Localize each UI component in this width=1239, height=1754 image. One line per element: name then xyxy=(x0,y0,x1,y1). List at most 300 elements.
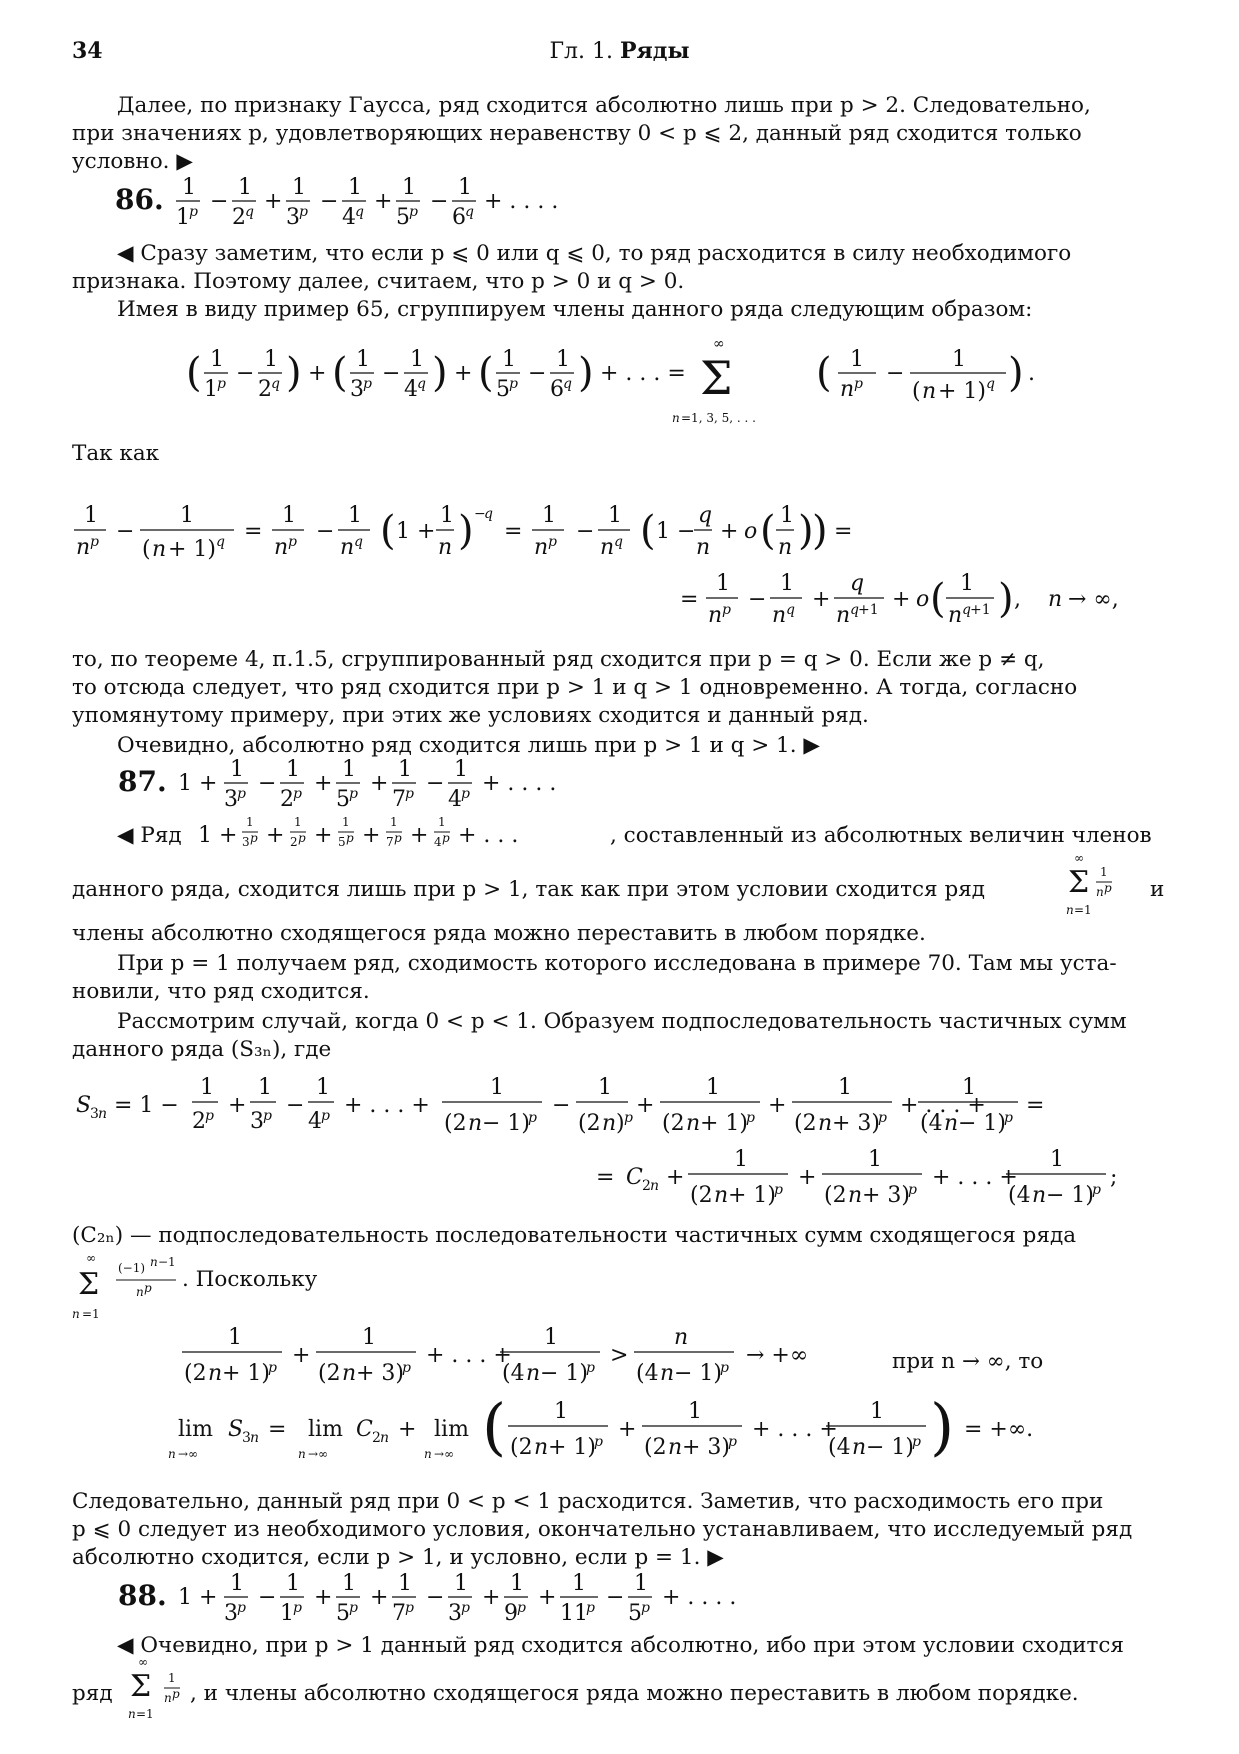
svg-text:4: 4 xyxy=(308,1109,322,1134)
svg-text:p: p xyxy=(172,1687,180,1701)
svg-text:1: 1 xyxy=(204,377,218,402)
svg-text:p: p xyxy=(774,1182,783,1198)
svg-text:(2: (2 xyxy=(794,1111,817,1136)
svg-text:(2: (2 xyxy=(510,1435,533,1460)
svg-text:n: n xyxy=(1048,587,1063,612)
svg-text:1 +: 1 + xyxy=(198,823,238,848)
svg-text:q: q xyxy=(563,376,572,392)
svg-text:>: > xyxy=(610,1343,629,1368)
svg-text:): ) xyxy=(1008,350,1024,396)
svg-text:n: n xyxy=(1066,903,1074,917)
svg-text:1: 1 xyxy=(342,757,356,782)
svg-text:+ 1): + 1) xyxy=(700,1111,749,1136)
svg-text:S: S xyxy=(76,1093,92,1118)
text-line: Далее, по признаку Гаусса, ряд сходится абсолютно лишь при p > 2. Следовательно, xyxy=(117,93,1091,118)
svg-text:1: 1 xyxy=(510,1571,524,1596)
svg-text:1: 1 xyxy=(210,347,224,372)
svg-text:−: − xyxy=(576,519,595,544)
svg-text:(: ( xyxy=(186,350,202,396)
svg-text:1: 1 xyxy=(362,1325,376,1350)
svg-text:1: 1 xyxy=(390,815,398,829)
svg-text:+: + xyxy=(410,823,429,848)
svg-text:+: + xyxy=(636,1093,655,1118)
svg-text:+: + xyxy=(314,771,333,796)
svg-text:2: 2 xyxy=(258,377,272,402)
formula-ex86-expansion-2 xyxy=(680,568,1180,638)
svg-text:1: 1 xyxy=(238,175,252,200)
svg-text:1: 1 xyxy=(176,205,190,230)
svg-text:n: n xyxy=(708,603,723,628)
svg-text:1: 1 xyxy=(706,1075,720,1100)
svg-text:Σ: Σ xyxy=(700,351,733,405)
svg-text:n: n xyxy=(380,1430,390,1446)
svg-text:+: + xyxy=(374,189,393,214)
svg-text:−: − xyxy=(210,189,229,214)
svg-text:q: q xyxy=(216,534,225,550)
svg-text:− 1): − 1) xyxy=(866,1435,915,1460)
svg-text:2: 2 xyxy=(642,1178,651,1194)
svg-text:→∞: →∞ xyxy=(308,1447,329,1461)
svg-text:1: 1 xyxy=(348,503,362,528)
svg-text:n: n xyxy=(164,1691,172,1705)
svg-text:(2: (2 xyxy=(578,1111,601,1136)
formula-sum-1-over-np xyxy=(1066,848,1126,928)
svg-text:−: − xyxy=(316,519,335,544)
svg-text:+: + xyxy=(308,361,327,386)
svg-text:(4: (4 xyxy=(502,1361,525,1386)
svg-text:(: ( xyxy=(760,508,776,554)
svg-text:1: 1 xyxy=(780,571,794,596)
svg-text:1: 1 xyxy=(398,757,412,782)
svg-text:n: n xyxy=(136,1285,144,1299)
svg-text:n: n xyxy=(672,411,680,425)
text-line: , и члены абсолютно сходящегося ряда можно переставить в любом порядке. xyxy=(190,1681,1079,1706)
svg-text:11: 11 xyxy=(560,1601,588,1626)
svg-text:+1: +1 xyxy=(970,602,991,618)
svg-text:n: n xyxy=(848,1183,863,1208)
svg-text:p: p xyxy=(205,1108,214,1124)
svg-text:1: 1 xyxy=(280,1601,294,1626)
svg-text:1: 1 xyxy=(634,1571,648,1596)
svg-text:p: p xyxy=(854,376,863,392)
text-line: ◀ Очевидно, при p > 1 данный ряд сходится абсолютно, ибо при этом условии сходится xyxy=(117,1633,1124,1658)
svg-text:p: p xyxy=(288,534,297,550)
svg-text:p: p xyxy=(641,1600,650,1616)
svg-text:n: n xyxy=(1096,885,1104,899)
svg-text:1: 1 xyxy=(200,1075,214,1100)
svg-text:p: p xyxy=(363,376,372,392)
svg-text:3: 3 xyxy=(448,1601,462,1626)
text-line: ◀ Сразу заметим, что если p ⩽ 0 или q ⩽ 0, то ряд расходится в силу необходимого xyxy=(117,241,1072,266)
svg-text:1: 1 xyxy=(454,1571,468,1596)
formula-ex87-abs-series xyxy=(196,812,616,862)
svg-text:(4: (4 xyxy=(828,1435,851,1460)
svg-text:→∞: →∞ xyxy=(178,1447,199,1461)
svg-text:4: 4 xyxy=(342,205,356,230)
svg-text:p: p xyxy=(586,1360,595,1376)
svg-text:−: − xyxy=(426,771,445,796)
svg-text:+ . . . .: + . . . . xyxy=(482,771,557,796)
svg-text:n: n xyxy=(696,535,711,560)
svg-text:−: − xyxy=(430,189,449,214)
svg-text:5: 5 xyxy=(628,1601,642,1626)
svg-text:q: q xyxy=(962,602,971,618)
svg-text:7: 7 xyxy=(392,1601,406,1626)
svg-text:1: 1 xyxy=(868,1147,882,1172)
page-number: 34 xyxy=(72,38,103,64)
svg-text:.: . xyxy=(1028,361,1035,386)
svg-text:3: 3 xyxy=(90,1106,99,1122)
svg-text:p: p xyxy=(293,786,302,802)
svg-text:1: 1 xyxy=(716,571,730,596)
svg-text:→∞: →∞ xyxy=(434,1447,455,1461)
svg-text:): ) xyxy=(578,350,594,396)
svg-text:n: n xyxy=(72,1307,80,1321)
svg-text:n: n xyxy=(340,535,355,560)
svg-text:− 1): − 1) xyxy=(674,1361,723,1386)
svg-text:5: 5 xyxy=(336,1601,350,1626)
svg-text:p: p xyxy=(528,1110,537,1126)
svg-text:;: ; xyxy=(1110,1165,1118,1190)
svg-text:+ 1): + 1) xyxy=(168,537,217,562)
svg-text:p: p xyxy=(263,1108,272,1124)
text-line: данного ряда, сходится лишь при p > 1, так как при этом условии сходится ряд xyxy=(72,877,986,902)
svg-text:=: = xyxy=(680,587,699,612)
svg-text:+ . . . .: + . . . . xyxy=(484,189,559,214)
svg-text:=1: =1 xyxy=(1074,903,1092,917)
svg-text:n: n xyxy=(342,1361,357,1386)
svg-text:p: p xyxy=(298,831,306,845)
svg-text:7: 7 xyxy=(392,787,406,812)
svg-text:∞: ∞ xyxy=(86,1251,96,1265)
svg-text:+ . . . +: + . . . + xyxy=(426,1343,512,1368)
svg-text:= +∞.: = +∞. xyxy=(964,1417,1034,1442)
svg-text:p: p xyxy=(394,831,402,845)
text-line: Рассмотрим случай, когда 0 < p < 1. Образуем подпоследовательность частичных сумм xyxy=(117,1009,1127,1034)
svg-text:(2: (2 xyxy=(644,1435,667,1460)
svg-text:n: n xyxy=(534,535,549,560)
svg-text:+ 3): + 3) xyxy=(682,1435,731,1460)
svg-text:1: 1 xyxy=(180,503,194,528)
svg-text:lim: lim xyxy=(308,1417,343,1442)
svg-text:p: p xyxy=(90,534,99,550)
svg-text:p: p xyxy=(268,1360,277,1376)
svg-text:1: 1 xyxy=(168,1671,176,1685)
svg-text:): ) xyxy=(458,508,474,554)
svg-text:n: n xyxy=(98,1106,108,1122)
svg-text:n: n xyxy=(772,603,787,628)
svg-text:2: 2 xyxy=(280,787,294,812)
svg-text:=: = xyxy=(504,519,523,544)
svg-text:=: = xyxy=(268,1417,287,1442)
svg-text:C: C xyxy=(626,1165,643,1190)
svg-text:−: − xyxy=(116,519,135,544)
svg-text:): ) xyxy=(930,1390,955,1463)
svg-text:q: q xyxy=(417,376,426,392)
svg-text:1: 1 xyxy=(962,1075,976,1100)
svg-text:q: q xyxy=(271,376,280,392)
svg-text:(: ( xyxy=(640,508,656,554)
svg-text:n: n xyxy=(438,535,453,560)
svg-text:∞: ∞ xyxy=(713,336,725,352)
svg-text:+: + xyxy=(618,1417,637,1442)
svg-text:p: p xyxy=(442,831,450,845)
svg-text:+: + xyxy=(370,771,389,796)
svg-text:1 +: 1 + xyxy=(396,519,436,544)
svg-text:): ) xyxy=(998,576,1014,622)
svg-text:+: + xyxy=(314,1585,333,1610)
svg-text:5: 5 xyxy=(336,787,350,812)
svg-text:(4: (4 xyxy=(920,1111,943,1136)
svg-text:+: + xyxy=(228,1093,247,1118)
text-line: упомянутому примеру, при этих же условиях сходится и данный ряд. xyxy=(72,703,869,728)
svg-text:Σ: Σ xyxy=(78,1267,100,1302)
svg-text:(: ( xyxy=(482,1390,507,1463)
svg-text:9: 9 xyxy=(504,1601,518,1626)
svg-text:(: ( xyxy=(930,576,946,622)
svg-text:1: 1 xyxy=(264,347,278,372)
svg-text:−: − xyxy=(382,361,401,386)
text-line: при значениях p, удовлетворяющих неравенству 0 < p ⩽ 2, данный ряд сходится только xyxy=(72,121,1082,146)
svg-text:n: n xyxy=(1032,1183,1047,1208)
svg-text:n: n xyxy=(818,1111,833,1136)
svg-text:1: 1 xyxy=(572,1571,586,1596)
formula-ex87-S3n-1 xyxy=(72,1072,1172,1144)
svg-text:q: q xyxy=(850,571,865,596)
svg-text:−: − xyxy=(258,771,277,796)
svg-text:1: 1 xyxy=(230,1571,244,1596)
svg-text:5: 5 xyxy=(338,835,346,849)
svg-text:p: p xyxy=(321,1108,330,1124)
text-line: . Поскольку xyxy=(182,1267,318,1292)
text-line: При p = 1 получаем ряд, сходимость которого исследована в примере 70. Там мы уста- xyxy=(117,951,1117,976)
svg-text:1: 1 xyxy=(952,347,966,372)
svg-text:1: 1 xyxy=(286,1571,300,1596)
svg-text:o: o xyxy=(744,519,758,544)
formula-ex86-grouped xyxy=(186,336,1066,440)
svg-text:q: q xyxy=(245,204,254,220)
svg-text:1: 1 xyxy=(1050,1147,1064,1172)
svg-text:1: 1 xyxy=(502,347,516,372)
svg-text:+: + xyxy=(666,1165,685,1190)
svg-text:o: o xyxy=(916,587,930,612)
svg-text:−: − xyxy=(320,189,339,214)
svg-text:(2: (2 xyxy=(662,1111,685,1136)
svg-text:+1: +1 xyxy=(858,602,879,618)
svg-text:−: − xyxy=(886,361,905,386)
svg-text:(2: (2 xyxy=(184,1361,207,1386)
svg-text:(: ( xyxy=(332,350,348,396)
svg-text:p: p xyxy=(405,1600,414,1616)
svg-text:+: + xyxy=(266,823,285,848)
svg-text:q: q xyxy=(484,506,493,522)
svg-text:+: + xyxy=(798,1165,817,1190)
svg-text:5: 5 xyxy=(496,377,510,402)
text-line: члены абсолютно сходящегося ряда можно переставить в любом порядке. xyxy=(72,921,926,946)
svg-text:(−1): (−1) xyxy=(118,1261,146,1275)
svg-text:p: p xyxy=(1104,881,1112,895)
svg-text:→ ∞,: → ∞, xyxy=(1068,587,1119,612)
svg-text:3: 3 xyxy=(224,1601,238,1626)
text-line: Очевидно, абсолютно ряд сходится лишь при p > 1 и q > 1. ▶ xyxy=(117,733,820,758)
svg-text:q: q xyxy=(986,376,995,392)
svg-text:2: 2 xyxy=(192,1109,206,1134)
svg-text:n: n xyxy=(840,377,855,402)
svg-text:+: + xyxy=(292,1343,311,1368)
svg-text:1: 1 xyxy=(838,1075,852,1100)
svg-text:+: + xyxy=(264,189,283,214)
formula-ex87-ineq xyxy=(180,1322,900,1394)
chapter-label: Гл. 1. xyxy=(549,39,613,64)
formula-ex87-lim xyxy=(168,1390,1088,1482)
svg-text:= 1 −: = 1 − xyxy=(114,1093,179,1118)
svg-text:n: n xyxy=(274,535,289,560)
svg-text:−: − xyxy=(748,587,767,612)
svg-text:1: 1 xyxy=(490,1075,504,1100)
svg-text:3: 3 xyxy=(224,787,238,812)
svg-text:q: q xyxy=(786,602,795,618)
svg-text:n: n xyxy=(674,1325,689,1350)
svg-text:p: p xyxy=(189,204,198,220)
svg-text:(2: (2 xyxy=(444,1111,467,1136)
svg-text:+ 3): + 3) xyxy=(356,1361,405,1386)
svg-text:1: 1 xyxy=(454,757,468,782)
svg-text:−: − xyxy=(258,1585,277,1610)
svg-text:1: 1 xyxy=(356,347,370,372)
svg-text:n: n xyxy=(424,1447,432,1461)
text-line: p ⩽ 0 следует из необходимого условия, окончательно устанавливаем, что исследуемый ряд xyxy=(72,1517,1133,1542)
svg-text:p: p xyxy=(912,1434,921,1450)
svg-text:3: 3 xyxy=(242,835,250,849)
svg-text:=1: =1 xyxy=(82,1307,100,1321)
svg-text:n: n xyxy=(298,1447,306,1461)
svg-text:): ) xyxy=(432,350,448,396)
svg-text:+: + xyxy=(370,1585,389,1610)
svg-text:−: − xyxy=(426,1585,445,1610)
text-line: ◀ Ряд xyxy=(117,823,182,848)
svg-text:1: 1 xyxy=(348,175,362,200)
svg-text:p: p xyxy=(746,1110,755,1126)
svg-text:n: n xyxy=(208,1361,223,1386)
svg-text:+ 3): + 3) xyxy=(832,1111,881,1136)
svg-text:n: n xyxy=(778,535,793,560)
svg-text:p: p xyxy=(517,1600,526,1616)
svg-text:1: 1 xyxy=(342,1571,356,1596)
svg-text:(2: (2 xyxy=(318,1361,341,1386)
svg-text:p: p xyxy=(405,786,414,802)
running-head xyxy=(0,38,1239,64)
svg-text:1: 1 xyxy=(84,503,98,528)
svg-text:p: p xyxy=(720,1360,729,1376)
formula-ex86-expansion-1 xyxy=(72,500,972,570)
svg-text:n: n xyxy=(852,1435,867,1460)
svg-text:p: p xyxy=(409,204,418,220)
svg-text:p: p xyxy=(461,786,470,802)
svg-text:2: 2 xyxy=(290,835,298,849)
svg-text:−: − xyxy=(236,361,255,386)
formula-ex87-S3n-2 xyxy=(596,1144,1196,1216)
svg-text:p: p xyxy=(586,1600,595,1616)
svg-text:−: − xyxy=(286,1093,305,1118)
svg-text:+: + xyxy=(362,823,381,848)
svg-text:1 +: 1 + xyxy=(178,771,218,796)
svg-text:p: p xyxy=(548,534,557,550)
svg-text:p: p xyxy=(293,1600,302,1616)
svg-text:): ) xyxy=(812,508,828,554)
svg-text:Σ: Σ xyxy=(130,1669,152,1704)
svg-text:1: 1 xyxy=(438,815,446,829)
text-line: ряд xyxy=(72,1681,113,1706)
svg-text:1: 1 xyxy=(780,503,794,528)
svg-text:1: 1 xyxy=(410,347,424,372)
svg-text:4: 4 xyxy=(434,835,442,849)
formula-ex88-series xyxy=(174,1570,794,1634)
svg-text:p: p xyxy=(237,786,246,802)
svg-text:7: 7 xyxy=(386,835,394,849)
svg-text:+: + xyxy=(768,1093,787,1118)
svg-text:): ) xyxy=(286,350,302,396)
svg-text:p: p xyxy=(624,1110,633,1126)
svg-text:+ 3): + 3) xyxy=(862,1183,911,1208)
svg-text:2: 2 xyxy=(372,1430,381,1446)
svg-text:n: n xyxy=(128,1707,136,1721)
svg-text:p: p xyxy=(250,831,258,845)
svg-text:1 +: 1 + xyxy=(178,1585,218,1610)
svg-text:n: n xyxy=(944,1111,959,1136)
svg-text:(: ( xyxy=(912,379,921,404)
svg-text:n: n xyxy=(526,1361,541,1386)
svg-text:n: n xyxy=(650,1178,660,1194)
text-line: новили, что ряд сходится. xyxy=(72,979,370,1004)
text-line: признака. Поэтому далее, считаем, что p > 0 и q > 0. xyxy=(72,269,685,294)
svg-text:n: n xyxy=(836,603,851,628)
svg-text:p: p xyxy=(402,1360,411,1376)
svg-text:1: 1 xyxy=(556,347,570,372)
svg-text:n: n xyxy=(686,1111,701,1136)
svg-text:1: 1 xyxy=(228,1325,242,1350)
svg-text:1: 1 xyxy=(870,1399,884,1424)
svg-text:+ . . . +: + . . . + xyxy=(344,1093,430,1118)
svg-text:p: p xyxy=(722,602,731,618)
svg-text:n: n xyxy=(534,1435,549,1460)
svg-text:+: + xyxy=(398,1417,417,1442)
svg-text:(: ( xyxy=(816,350,832,396)
svg-text:lim: lim xyxy=(178,1417,213,1442)
svg-text:n: n xyxy=(152,537,167,562)
svg-text:q: q xyxy=(465,204,474,220)
svg-text:n: n xyxy=(600,535,615,560)
svg-text:n: n xyxy=(468,1111,483,1136)
svg-text:+: + xyxy=(482,1585,501,1610)
svg-text:p: p xyxy=(878,1110,887,1126)
svg-text:q: q xyxy=(614,534,623,550)
svg-text:(2: (2 xyxy=(690,1183,713,1208)
svg-text:+: + xyxy=(454,361,473,386)
svg-text:−1: −1 xyxy=(158,1255,176,1269)
svg-text:p: p xyxy=(908,1182,917,1198)
svg-text:p: p xyxy=(237,1600,246,1616)
svg-text:(: ( xyxy=(478,350,494,396)
example-number: 87. xyxy=(118,765,167,798)
svg-text:+ 1): + 1) xyxy=(548,1435,597,1460)
svg-text:n: n xyxy=(602,1111,617,1136)
svg-text:→ +∞: → +∞ xyxy=(746,1343,809,1368)
svg-text:+: + xyxy=(538,1585,557,1610)
svg-text:S: S xyxy=(228,1417,244,1442)
svg-text:Σ: Σ xyxy=(1068,865,1090,900)
svg-text:p: p xyxy=(728,1434,737,1450)
svg-text:4: 4 xyxy=(404,377,418,402)
